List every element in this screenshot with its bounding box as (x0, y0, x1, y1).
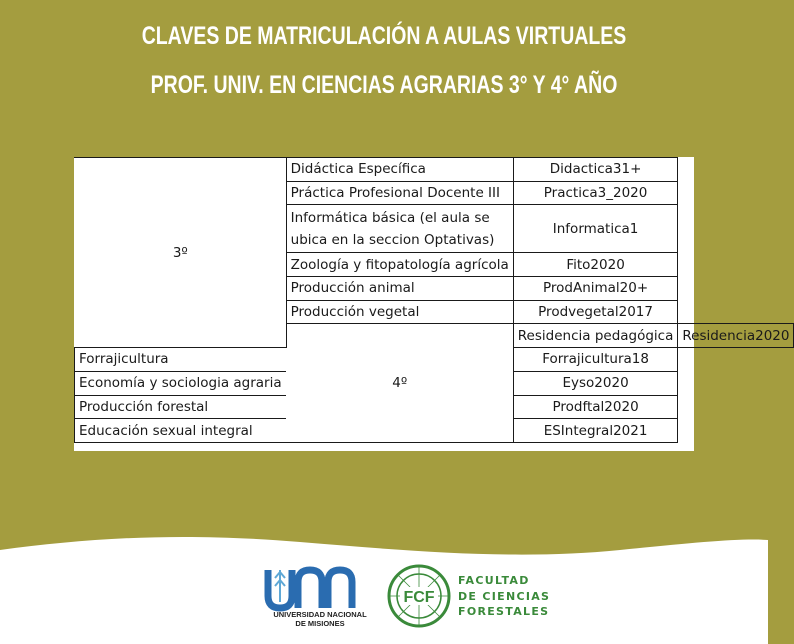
key-cell: Residencia2020 (678, 324, 794, 348)
fcf-seal-text: FCF (403, 589, 435, 606)
page-title-line1: CLAVES DE MATRICULACIÓN A AULAS VIRTUALES (141, 22, 627, 50)
key-cell: Forrajicultura18 (513, 348, 678, 372)
subject-cell: Informática básica (el aula se ubica en la seccion Optativas) (286, 205, 513, 253)
key-cell: Informatica1 (513, 205, 678, 253)
enrollment-keys-table (74, 157, 790, 451)
unam-name (265, 610, 375, 628)
key-cell: Didactica31+ (513, 158, 678, 182)
year-cell: 3º (75, 158, 287, 348)
key-cell: ProdAnimal20+ (513, 277, 678, 301)
year-cell: 4º (286, 324, 513, 442)
unam-name-line2: DE MISIONES (295, 619, 345, 628)
table-row (75, 158, 794, 182)
unam-logo-icon (268, 570, 352, 608)
key-cell: Fito2020 (513, 253, 678, 277)
fcf-name-line2: DE CIENCIAS (458, 589, 551, 603)
subject-cell: Producción forestal (75, 395, 287, 419)
key-cell: Practica3_2020 (513, 181, 678, 205)
subject-cell: Producción animal (286, 277, 513, 301)
key-cell: ESIntegral2021 (513, 419, 678, 443)
subject-cell: Residencia pedagógica (513, 324, 678, 348)
page-title-line2: PROF. UNIV. EN CIENCIAS AGRARIAS 3° Y 4° AÑO (150, 71, 618, 99)
subject-cell: Producción vegetal (286, 300, 513, 324)
subject-cell: Economía y sociologia agraria (75, 371, 287, 395)
subject-cell: Didáctica Específica (286, 158, 513, 182)
key-cell: Prodftal2020 (513, 395, 678, 419)
key-cell: Eyso2020 (513, 371, 678, 395)
footer-logos (0, 556, 768, 644)
keys-table (74, 157, 794, 443)
subject-cell: Práctica Profesional Docente III (286, 181, 513, 205)
subject-cell: Forrajicultura (75, 348, 287, 372)
key-cell: Prodvegetal2017 (513, 300, 678, 324)
fcf-name (458, 573, 550, 620)
subject-cell: Zoología y fitopatología agrícola (286, 253, 513, 277)
fcf-name-line3: FORESTALES (458, 605, 550, 618)
unam-name-line1: UNIVERSIDAD NACIONAL (273, 610, 367, 619)
fcf-name-line1: FACULTAD (458, 574, 530, 587)
subject-cell: Educación sexual integral (75, 419, 287, 443)
